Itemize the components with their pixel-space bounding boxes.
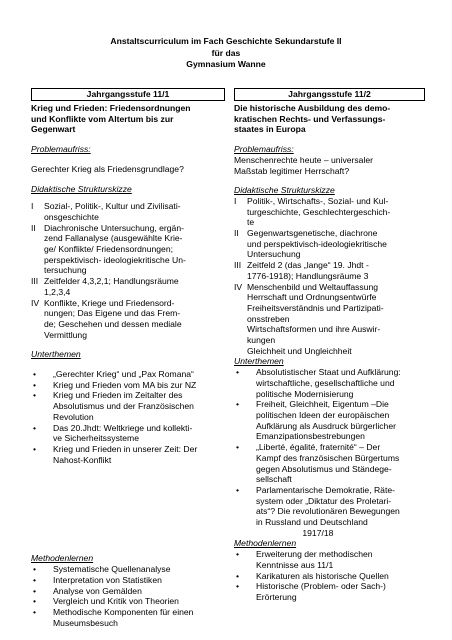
list-item-line: Interpretation von Statistiken [53,574,162,585]
problem-line: Maßstab legitimer Herrschaft? [234,165,350,176]
item-line: Sozial-, Politik-, Kultur und Zivilisati- [44,201,181,212]
list-item-line: Das 20.Jhdt: Weltkriege und kollekti- [53,422,193,433]
bullet-icon [31,423,53,444]
didactic-item [234,228,425,260]
item-line: Gegenwartsgenetische, diachrone [247,228,378,239]
bullet-icon [234,571,256,582]
list-item [31,390,225,422]
bullet-icon [234,367,256,399]
list-item [31,444,225,465]
list-item-line: 1917/18 [302,527,334,538]
list-item [234,485,425,539]
item-line: Vermittlung [44,329,87,340]
list-item-line: Nahost-Konflikt [53,454,112,465]
topics-heading: Unterthemen [234,356,284,367]
roman-numeral: III [31,276,39,287]
item-line: te [247,217,255,228]
bullet-icon [234,549,256,570]
methods-heading: Methodenlernen [31,553,94,564]
didactic-heading: Didaktische Strukturskizze [31,183,132,194]
column-11-2 [234,88,425,603]
bullet-icon [234,581,256,602]
list-item-line: ve Sicherheitssysteme [53,433,139,444]
list-item [234,442,425,485]
item-line: tersuchung [44,265,87,276]
bullet-icon [31,380,53,391]
didactic-item [31,201,225,222]
list-item-line: Methodische Komponenten für einen [53,606,194,617]
roman-numeral: III [234,260,242,271]
bullet-icon [31,444,53,465]
list-item [234,571,425,582]
item-line: Konflikte, Kriege und Friedensord- [44,297,175,308]
topic-line: Die historische Ausbildung des demo- [234,103,391,113]
problem-line: Menschenrechte heute – universaler [234,154,374,165]
title-line: Anstaltscurriculum im Fach Geschichte Sekundarstufe II [110,36,342,46]
topic-line: kratischen Rechts- und Verfassungs- [234,113,386,124]
problem-text [234,155,425,176]
list-item [31,586,225,597]
didactic-item [31,298,225,341]
roman-numeral: I [31,201,34,212]
topic-line: Krieg und Frieden: Friedensordnungen [31,103,191,113]
item-line: ge/ Konflikte/ Friedensordnungen; [44,244,173,255]
list-item-line: Historische (Problem- oder Sach-) [256,581,386,592]
list-item-line: Revolution [53,411,94,422]
item-line: zend Fallanalyse (ausgewählte Krie- [44,233,183,244]
topic-title [31,103,225,135]
bullet-icon [31,390,53,422]
didactic-item [31,276,225,297]
bullet-icon [31,369,53,380]
bullet-icon [234,442,256,485]
list-item-line: Museumsbesuch [53,617,118,628]
list-item [31,369,225,380]
list-item-line: Emanzipationsbestrebungen [256,431,365,442]
topic-title [234,103,425,135]
list-item [234,399,425,442]
list-item-line: Kampf des französischen Bürgertums [256,452,400,463]
topic-line: Gegenwart [31,124,76,135]
topic-line: und Konflikte vom Altertum bis zur [31,113,174,124]
topics-heading: Unterthemen [31,349,81,360]
item-line: perspektivisch- ideologiekritische Un- [44,254,186,265]
roman-numeral: IV [31,297,40,308]
item-line: onsstreben [247,313,290,324]
list-item-line: Systematische Quellenanalyse [53,564,171,575]
list-item-line: Erweiterung der methodischen [256,549,373,560]
item-line: kungen [247,335,276,346]
problem-heading: Problemaufriss: [31,144,91,155]
list-item-line: wirtschaftliche, gesellschaftliche und [256,377,395,388]
roman-numeral: II [234,228,239,239]
problem-heading: Problemaufriss: [234,144,294,155]
item-line: Untersuchung [247,249,301,260]
list-item [31,575,225,586]
item-line: de; Geschehen und dessen mediale [44,318,182,329]
list-item-line: gegen Absolutismus und Ständege- [256,463,392,474]
list-item-line: in Russland und Deutschland [256,517,368,528]
list-item-line: politischen Ideen der europäischen [256,409,390,420]
item-line: Freiheitsverständnis und Partizipati- [247,302,384,313]
list-item-line: Absolutistischer Staat und Aufklärung: [256,367,401,378]
list-item-line: Absolutismus und der Französischen [53,401,194,412]
list-item-line: Analyse von Gemälden [53,585,142,596]
list-item-line: Karikaturen als historische Quellen [256,570,389,581]
bullet-icon [234,485,256,539]
list-item-line: Krieg und Frieden in unserer Zeit: Der [53,443,198,454]
list-item [31,380,225,391]
methods-heading: Methodenlernen [234,538,297,549]
list-item-line: „Liberté, égalité, fraternité“ – Der [256,442,381,453]
title-line: für das [211,47,241,58]
list-item-line: Krieg und Frieden vom MA bis zur NZ [53,379,197,390]
list-item-line: Parlamentarische Demokratie, Räte- [256,484,395,495]
topic-line: staates in Europa [234,124,306,135]
roman-numeral: I [234,195,237,206]
bullet-icon [31,575,53,586]
item-line: Herrschaft und Ordnungsentwürfe [247,292,377,303]
item-line: Zeitfelder 4,3,2,1; Handlungsräume [44,276,179,287]
item-line: onsgeschichte [44,211,99,222]
list-item-line: Vergleich und Kritik von Theorien [53,596,179,607]
bullet-icon [31,607,53,628]
item-line: Wirtschaftsformen und ihre Auswir- [247,324,381,335]
title-line: Gymnasium Wanne [186,59,266,69]
list-item-line: „Gerechter Krieg“ und „Pax Romana“ [53,369,194,380]
roman-numeral: IV [234,281,243,292]
didactic-heading: Didaktische Strukturskizze [234,185,335,196]
bullet-icon [31,596,53,607]
list-item [31,423,225,444]
list-item-line: Krieg und Frieden im Zeitalter des [53,390,183,401]
list-item [234,367,425,399]
item-line: Menschenbild und Weltauffassung [247,281,379,292]
list-item-line: politische Modernisierung [256,388,354,399]
didactic-item [234,260,425,281]
roman-numeral: II [31,222,36,233]
column-11-1 [31,88,225,628]
item-line: 1776-1918); Handlungsräume 3 [247,270,369,281]
list-item [31,564,225,575]
item-line: Politik-, Wirtschafts-, Sozial- und Kul- [247,195,389,206]
item-line: Zeitfeld 2 (das „lange“ 19. Jhdt - [247,260,369,271]
list-item-line: system oder „Diktatur des Proletari- [256,495,392,506]
problem-text: Gerechter Krieg als Friedensgrundlage? [31,163,184,174]
list-item-line: Freiheit, Gleichheit, Eigentum –Die [256,399,389,410]
list-item-line: Aufklärung als Ausdruck bürgerlicher [256,420,396,431]
didactic-item [31,223,225,277]
bullet-icon [31,586,53,597]
item-line: Gleichheit und Ungleichheit [247,345,352,356]
column-header: Jahrgangsstufe 11/2 [234,88,425,101]
item-line: Diachronische Untersuchung, ergän- [44,222,184,233]
item-line: und perspektivisch-ideologiekritische [247,238,387,249]
bullet-icon [31,564,53,575]
didactic-item [234,196,425,228]
item-line: 1,2,3,4 [44,286,71,297]
list-item-line: Erörterung [256,591,297,602]
column-header: Jahrgangsstufe 11/1 [31,88,225,101]
list-item [31,607,225,628]
list-item-line: Kenntnisse aus 11/1 [256,559,334,570]
list-item-line: ats“? Die revolutionären Bewegungen [256,506,400,517]
document-title [0,36,452,71]
item-line: nungen; Das Eigene und das Frem- [44,308,181,319]
list-item [31,596,225,607]
bullet-icon [234,399,256,442]
list-item [234,581,425,602]
list-item-line: sellschaft [256,474,292,485]
didactic-item [234,282,425,357]
list-item [234,549,425,570]
item-line: turgeschichte, Geschlechtergeschich- [247,206,391,217]
